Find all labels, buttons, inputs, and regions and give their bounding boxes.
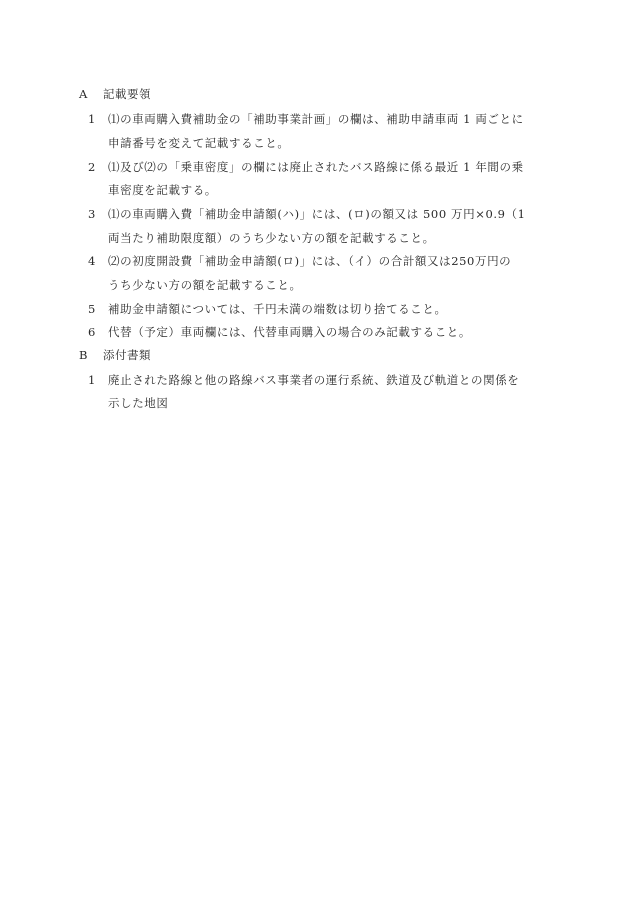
item-a5-line-1: 補助金申請額については、千円未満の端数は切り捨てること。: [108, 302, 447, 316]
section-a-letter: A: [79, 87, 88, 101]
section-a-title: 記載要領: [103, 87, 151, 101]
item-b1-line-2: 示した地図: [108, 396, 169, 410]
item-a2-line-1: ⑴及び⑵の「乗車密度」の欄には廃止されたバス路線に係る最近 1 年間の乗: [108, 160, 524, 174]
item-b1-line-1: 廃止された路線と他の路線バス事業者の運行系統、鉄道及び軌道との関係を: [108, 373, 520, 387]
item-a3-number: 3: [88, 207, 96, 221]
section-a-heading: [79, 86, 151, 102]
section-b-title: 添付書類: [103, 348, 151, 362]
item-a4-line-2: うち少ない方の額を記載すること。: [108, 278, 302, 292]
section-b-letter: B: [79, 348, 88, 362]
item-a2-number: 2: [88, 160, 96, 174]
item-b1-number: 1: [88, 373, 96, 387]
item-a1-line-2: 申請番号を変えて記載すること。: [108, 136, 290, 150]
item-a4-line-1: ⑵の初度開設費「補助金申請額(ロ)」には、（イ）の合計額又は250万円の: [108, 254, 512, 268]
item-a6-line-1: 代替（予定）車両欄には、代替車両購入の場合のみ記載すること。: [108, 325, 471, 339]
item-a5-number: 5: [88, 302, 96, 316]
section-b-heading: [79, 347, 151, 363]
item-a2-line-2: 車密度を記載する。: [108, 183, 217, 197]
item-a1-line-1: ⑴の車両購入費補助金の「補助事業計画」の欄は、補助申請車両 1 両ごとに: [108, 112, 524, 126]
item-a6-number: 6: [88, 325, 96, 339]
item-a4-number: 4: [88, 254, 96, 268]
item-a3-line-1: ⑴の車両購入費「補助金申請額(ハ)」には、(ロ)の額又は 500 万円×0.9（1: [108, 207, 526, 221]
item-a3-line-2: 両当たり補助限度額）のうち少ない方の額を記載すること。: [108, 231, 435, 245]
item-a1-number: 1: [88, 112, 96, 126]
